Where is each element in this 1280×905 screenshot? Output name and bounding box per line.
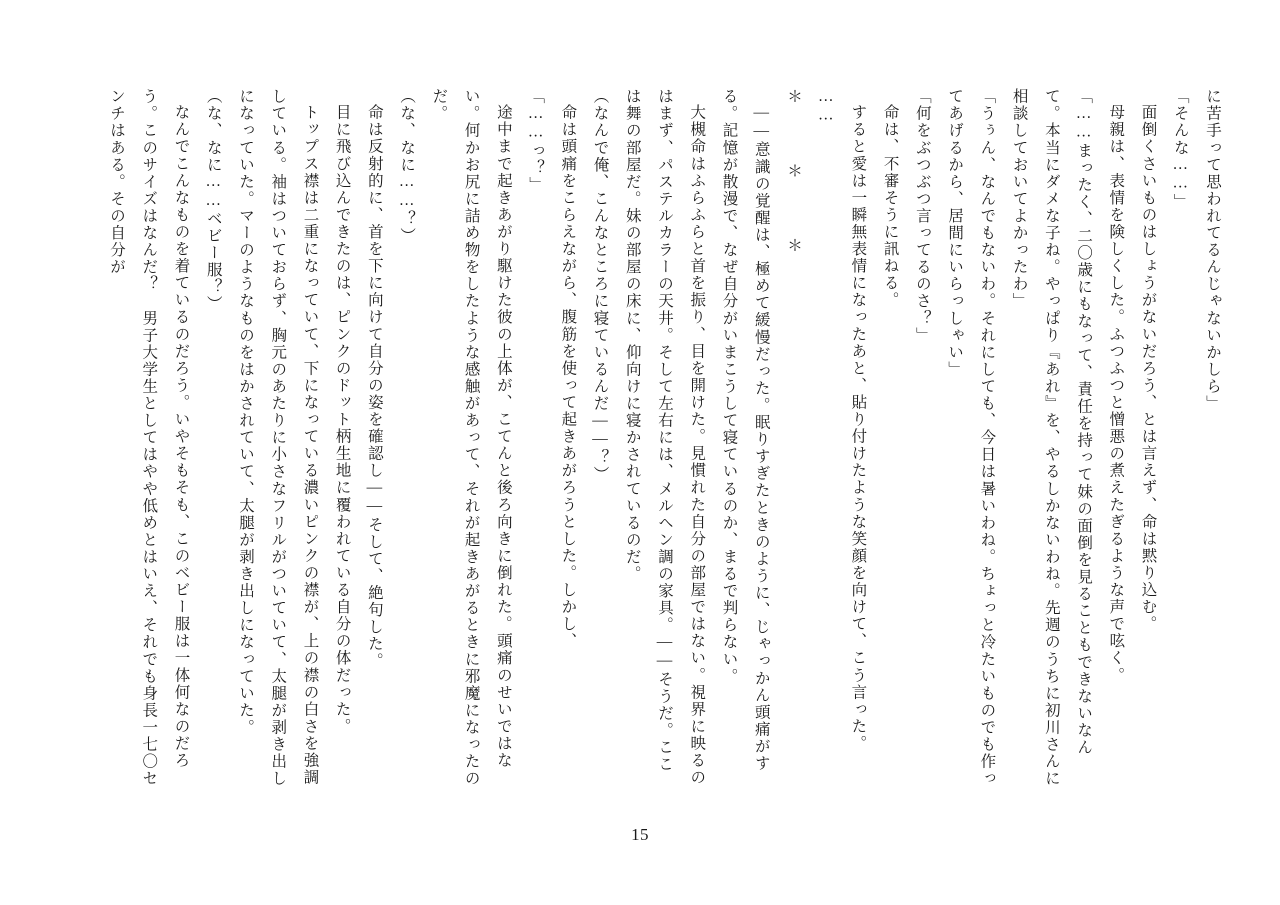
scene-break: ＊ ＊ ＊ — [784, 88, 802, 274]
paragraph: 命は反射的に、首を下に向けて自分の姿を確認し――そして、絶句した。 — [365, 103, 383, 670]
paragraph: 「うぅん、なんでもないわ。それにしても、今日は暑いわね。ちょっと冷たいものでも作ってあげるから、居間にいらっしゃい」 — [946, 88, 996, 788]
page-number: 15 — [631, 825, 649, 844]
paragraph: 命は頭痛をこらえながら、腹筋を使って起きあがろうとした。しかし、 — [559, 103, 577, 650]
paragraph: 面倒くさいものはしょうがないだろう、とは言えず、命は黙り込む。 — [1139, 103, 1157, 633]
paragraph: 「……っ？」 — [527, 88, 545, 194]
paragraph: 命は、不審そうに訊ねる。 — [881, 103, 899, 309]
paragraph: 途中まで起きあがり駆けた彼の上体が、こてんと後ろ向きに倒れた。頭痛のせいではない。何かお尻に詰め物をしたような感触があって、それが起きあがるときに邪魔になったのだ。 — [430, 88, 512, 788]
paragraph: なんでこんなものを着ているのだろう。いやそもそも、このベビー服は一体何なのだろう。このサイズはなんだ？ 男子大学生としてはやや低めとはいえ、それでも身長一七〇センチはある。その自分が — [108, 88, 190, 788]
paragraph: ――意識の覚醒は、極めて緩慢だった。眠りすぎたときのように、じゃっかん頭痛がする。記憶が散漫で、なぜ自分がいまこうして寝ているのか、まるで判らない。 — [720, 88, 770, 772]
paragraph: （な、なに……ベビー服？） — [204, 88, 222, 313]
paragraph-ellipsis: …… — [817, 88, 835, 126]
paragraph: 「……まったく、二〇歳にもなって、責任を持って妹の面倒を見ることもできないなんて。本当にダメな子ね。やっぱり『あれ』を、やるしかないわね。先週のうちに初川さんに相談しておいてよかったわ」 — [1010, 88, 1093, 788]
paragraph: （なんで俺、こんなところに寝ているんだ――？） — [591, 88, 609, 484]
paragraph: 大槻命はふらふらと首を振り、目を開けた。見慣れた自分の部屋ではない。視界に映るのはまず、パステルカラーの天井。そして左右には、メルヘン調の家具。――そうだ。ここは舞の部屋だ。妹の部屋の床に、仰向けに寝かされているのだ。 — [623, 88, 706, 786]
paragraph: （な、なに……？） — [398, 88, 416, 245]
paragraph: 母親は、表情を険しくした。ふつふつと憎悪の煮えたぎるような声で呟く。 — [1107, 103, 1125, 684]
vertical-text-body — [78, 88, 1228, 788]
paragraph: すると愛は一瞬無表情になったあと、貼り付けたような笑顔を向けて、こう言った。 — [849, 103, 867, 752]
paragraph: 「そんな……」 — [1171, 88, 1189, 211]
paragraph: に苦手って思われてるんじゃないかしら」 — [1204, 88, 1221, 412]
paragraph: トップス襟は二重になっていて、下になっている濃いピンクの襟が、上の襟の白さを強調している。袖はついておらず、胸元のあたりに小さなフリルがついていて、太腿が剥き出しになっていた。マーのようなものをはかされていて、太腿が剥き出しになっていた。 — [236, 88, 319, 788]
paragraph: 「何をぶつぶつ言ってるのさ？」 — [913, 88, 931, 344]
paragraph: 目に飛び込んできたのは、ピンクのドット柄生地に覆われている自分の体だった。 — [333, 103, 351, 735]
